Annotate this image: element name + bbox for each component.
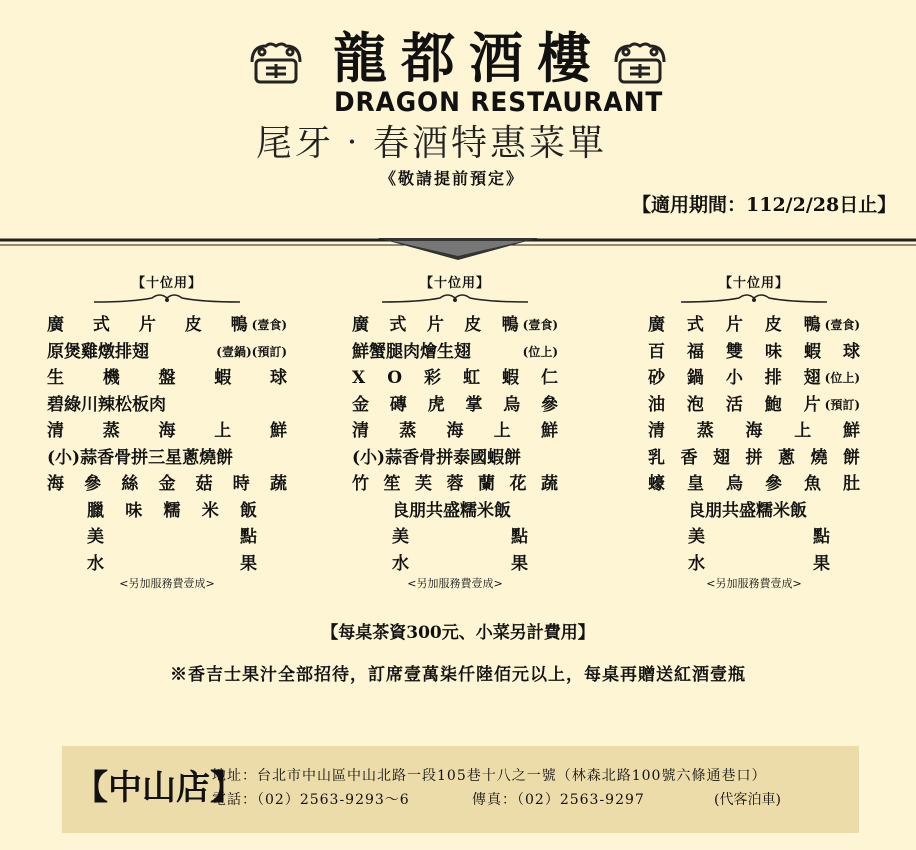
- menu-item-name: 良朋共盛糯米飯: [392, 500, 511, 521]
- menu-item-suffix: (位上): [522, 344, 558, 359]
- branch-address: 地址：台北市中山區中山北路一段105巷十八之一號（林森北路100號六條通巷口）: [212, 768, 767, 784]
- menu-item: [648, 392, 860, 419]
- menu-subtitle: 尾牙‧春酒特惠菜單: [256, 123, 608, 164]
- menu-item-name: 油 泡 活 鮑 片: [648, 394, 821, 415]
- menu-column: [648, 272, 860, 591]
- swirl-ornament-icon: [380, 290, 530, 306]
- menu-item: [352, 524, 558, 551]
- menu-item: [47, 524, 287, 551]
- restaurant-name-en: DRAGON RESTAURANT: [334, 87, 664, 118]
- menu-item-name: 百 福 雙 味 蝦 球: [648, 341, 860, 362]
- menu-item-name: 清 蒸 海 上 鮮: [648, 421, 860, 441]
- menu-item-suffix: (預訂): [824, 397, 860, 412]
- menu-item: [352, 551, 558, 578]
- menu-item-name: 廣 式 片 皮 鴨: [352, 315, 519, 335]
- menu-item-name: 清 蒸 海 上 鮮: [352, 421, 558, 441]
- menu-item: [648, 498, 860, 525]
- menu-item-name: 美 點: [87, 527, 257, 547]
- menu-item: [47, 418, 287, 445]
- menu-item: [648, 551, 860, 578]
- service-charge-note: <另加服務費壹成>: [119, 577, 215, 590]
- menu-item-name: (小)蒜香骨拼三星蔥燒餅: [47, 447, 234, 468]
- dragon-emblem-icon: [248, 40, 304, 88]
- menu-item-name: 乳 香 翅 拼 蔥 燒 餅: [648, 447, 860, 468]
- menu-item: [648, 312, 860, 339]
- menu-item-name: (小)蒜香骨拼泰國蝦餅: [352, 447, 522, 468]
- menu-item-name: 海 參 絲 金 菇 時 蔬: [47, 474, 287, 494]
- menu-item: [352, 339, 558, 366]
- column-header: 【十位用】: [718, 276, 789, 291]
- menu-item-name: 美 點: [392, 527, 528, 547]
- menu-item-name: 美 點: [688, 527, 830, 547]
- service-charge-note: <另加服務費壹成>: [407, 577, 503, 590]
- menu-item: [352, 392, 558, 419]
- menu-item-suffix: (壹鍋)(預訂): [216, 344, 287, 359]
- menu-item-name: 良朋共盛糯米飯: [688, 500, 807, 521]
- menu-item-suffix: (壹食): [251, 318, 287, 332]
- menu-item-name: 金 磚 虎 掌 烏 參: [352, 394, 558, 415]
- menu-item-name: 原煲雞燉排翅: [47, 341, 149, 362]
- menu-item: [352, 498, 558, 525]
- swirl-ornament-icon: [92, 290, 242, 306]
- menu-item: [47, 551, 287, 578]
- menu-item-name: 清 蒸 海 上 鮮: [47, 421, 287, 441]
- menu-item: [648, 418, 860, 445]
- menu-item-name: X O 彩 虹 蝦 仁: [352, 368, 558, 388]
- column-header: 【十位用】: [419, 276, 490, 291]
- menu-item: [47, 392, 287, 419]
- valid-period: 【適用期間：112/2/28日止】: [632, 194, 897, 216]
- menu-item-name: 水 果: [688, 553, 830, 574]
- menu-item: [648, 445, 860, 472]
- restaurant-name-zh: 龍都酒樓: [333, 26, 605, 90]
- menu-item-name: 水 果: [392, 553, 528, 574]
- menu-item-name: 碧綠川辣松板肉: [47, 394, 166, 415]
- menu-item: [352, 365, 558, 392]
- promo-note: ※香吉士果汁全部招待，訂席壹萬柒仟陸佰元以上，每桌再贈送紅酒壹瓶: [170, 665, 746, 685]
- menu-item-suffix: (位上): [824, 371, 860, 385]
- menu-item-name: 竹 笙 芙 蓉 蘭 花 蔬: [352, 474, 558, 494]
- menu-item-name: 廣 式 片 皮 鴨: [648, 315, 821, 335]
- menu-item-suffix: (壹食): [522, 318, 558, 332]
- menu-item: [352, 312, 558, 339]
- menu-item-name: 廣 式 片 皮 鴨: [47, 315, 248, 335]
- reservation-note: 《敬請提前預定》: [380, 169, 525, 188]
- menu-item: [47, 339, 287, 366]
- menu-item: [648, 471, 860, 498]
- menu-item: [47, 365, 287, 392]
- swirl-ornament-icon: [679, 290, 829, 306]
- menu-column: [47, 272, 287, 591]
- tea-fee-note: 【每桌茶資300元、小菜另計費用】: [321, 623, 595, 643]
- menu-item-name: 生 機 盤 蝦 球: [47, 368, 287, 388]
- arrow-divider-icon: [0, 234, 916, 264]
- menu-item: [47, 312, 287, 339]
- menu-item: [47, 498, 287, 525]
- menu-item: [648, 339, 860, 366]
- menu-item-name: 蠔 皇 烏 參 魚 肚: [648, 474, 860, 494]
- menu-item: [648, 524, 860, 551]
- branch-phone: 電話：（02）2563-9293～6: [212, 792, 410, 808]
- menu-item: [47, 445, 287, 472]
- menu-item-name: 臘 味 糯 米 飯: [87, 500, 257, 521]
- menu-item: [352, 418, 558, 445]
- menu-item-name: 水 果: [87, 553, 257, 574]
- column-header: 【十位用】: [131, 276, 202, 291]
- menu-item-suffix: (壹食): [824, 318, 860, 332]
- menu-item: [47, 471, 287, 498]
- menu-item: [648, 365, 860, 392]
- menu-item-name: 鮮蟹腿肉燴生翅: [352, 341, 471, 362]
- valet-note: (代客泊車): [714, 792, 781, 808]
- menu-column: [352, 272, 558, 591]
- branch-fax: 傳真：（02）2563-9297: [472, 792, 645, 808]
- menu-item-name: 砂 鍋 小 排 翅: [648, 368, 821, 388]
- menu-item: [352, 445, 558, 472]
- dragon-emblem-icon: [612, 40, 668, 88]
- menu-item: [352, 471, 558, 498]
- service-charge-note: <另加服務費壹成>: [706, 577, 802, 590]
- branch-name: 【中山店】: [74, 768, 244, 808]
- branch-info-panel: [62, 746, 859, 833]
